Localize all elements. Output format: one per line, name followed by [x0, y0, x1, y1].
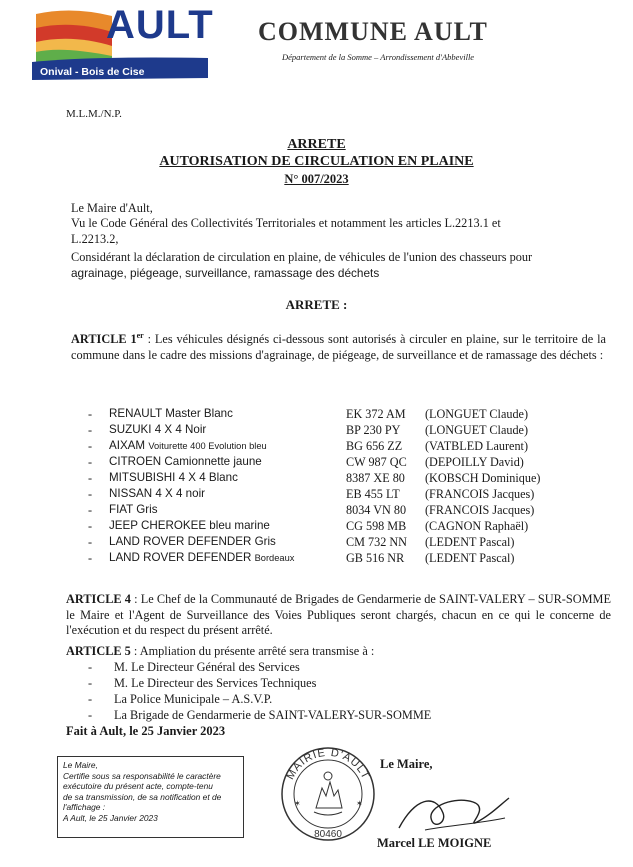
vehicle-row: - LAND ROVER DEFENDER Bordeaux GB 516 NR (LEDENT Pascal): [88, 551, 515, 565]
certification-line: A Ault, le 25 Janvier 2023: [63, 812, 158, 823]
article-4-label: ARTICLE 4: [66, 592, 131, 606]
decree-subject: AUTORISATION DE CIRCULATION EN PLAINE: [159, 154, 474, 169]
vehicle-row: - AIXAM Voiturette 400 Evolution bleu BG 656 ZZ (VATBLED Laurent): [88, 439, 529, 453]
preamble-legal-2: L.2213.2,: [71, 232, 119, 246]
svg-text:✶: ✶: [356, 799, 363, 808]
done-at: Fait à Ault, le 25 Janvier 2023: [66, 724, 226, 738]
vehicle-row: - JEEP CHEROKEE bleu marine CG 598 MB (CAGNON Raphaël): [88, 519, 529, 533]
preamble-considerant: Considérant la déclaration de circulation en plaine, de véhicules de l'union des chasseurs pour: [71, 250, 533, 264]
article-5-label: ARTICLE 5: [66, 644, 131, 658]
article-4-text: : Le Chef de la Communauté de Brigades de Gendarmerie de SAINT-VALERY – SUR-SOMME le Maire et l'Agent de Surveillance des Voies Publiques seront chargés, chacun en ce qui le concerne de l'exécution et du respect du présent arrêté.: [66, 592, 612, 637]
certification-line: l'affichage :: [63, 802, 106, 813]
logo-name: AULT: [106, 3, 214, 47]
certification-line: Le Maire,: [63, 760, 98, 770]
vehicle-row: - CITROEN Camionnette jaune CW 987 QC (DEPOILLY David): [88, 455, 524, 469]
certification-box: [57, 756, 244, 838]
signature-title: Le Maire,: [380, 757, 433, 771]
vehicle-row: - FIAT Gris 8034 VN 80 (FRANCOIS Jacques): [88, 503, 535, 517]
reference-code: M.L.M./N.P.: [66, 108, 122, 120]
vehicle-row: - MITSUBISHI 4 X 4 Blanc 8387 XE 80 (KOBSCH Dominique): [88, 471, 541, 485]
svg-text:✶: ✶: [294, 799, 301, 808]
article-5: [66, 644, 606, 660]
preamble-legal-1: Vu le Code Général des Collectivités Territoriales et notamment les articles L.2213.1 et: [71, 216, 501, 230]
certification-line: exécutoire du présent acte, compte-tenu: [63, 781, 213, 792]
article-1-text: : Les véhicules désignés ci-dessous sont autorisés à circuler en plaine, sur le territoire de la commune dans le cadre des missions d'agrainage, de piégeage, de surveillance et de ramassage des déchets :: [71, 332, 606, 362]
commune-title: COMMUNE AULT: [258, 17, 488, 46]
article-5-text: : Ampliation du présente arrêté sera transmise à :: [130, 644, 375, 658]
certification-line: Certifie sous sa responsabilité le caractère: [63, 770, 221, 781]
preamble-missions: agrainage, piégeage, surveillance, ramassage des déchets: [71, 266, 380, 280]
department-line: Département de la Somme – Arrondissement d'Abbeville: [282, 52, 475, 62]
handwritten-signature: [395, 788, 515, 838]
decree-number: N° 007/2023: [284, 172, 349, 186]
certification-line: de sa transmission, de sa notification et de: [63, 791, 222, 802]
preamble-mayor: Le Maire d'Ault,: [71, 201, 153, 215]
decree-heading: ARRETE: [287, 137, 346, 152]
signer-name: Marcel LE MOIGNE: [377, 836, 492, 850]
vehicle-row: - LAND ROVER DEFENDER Gris CM 732 NN (LEDENT Pascal): [88, 535, 515, 549]
arrete-heading: ARRETE :: [285, 297, 348, 312]
vehicle-row: - SUZUKI 4 X 4 Noir BP 230 PY (LONGUET Claude): [88, 423, 529, 437]
article-1-label: ARTICLE 1er: [71, 331, 144, 347]
svg-text:80460: 80460: [314, 829, 342, 840]
mairie-seal-icon: [272, 736, 384, 848]
svg-text:MAIRIE D'AULT: MAIRIE D'AULT: [284, 746, 372, 782]
article-1: [71, 328, 606, 363]
vehicle-row: - NISSAN 4 X 4 noir EB 455 LT (FRANCOIS Jacques): [88, 487, 535, 501]
article-4: [66, 592, 611, 639]
logo-subtitle: Onival - Bois de Cise: [40, 66, 145, 78]
vehicle-row: - RENAULT Master Blanc EK 372 AM (LONGUET Claude): [88, 407, 529, 421]
